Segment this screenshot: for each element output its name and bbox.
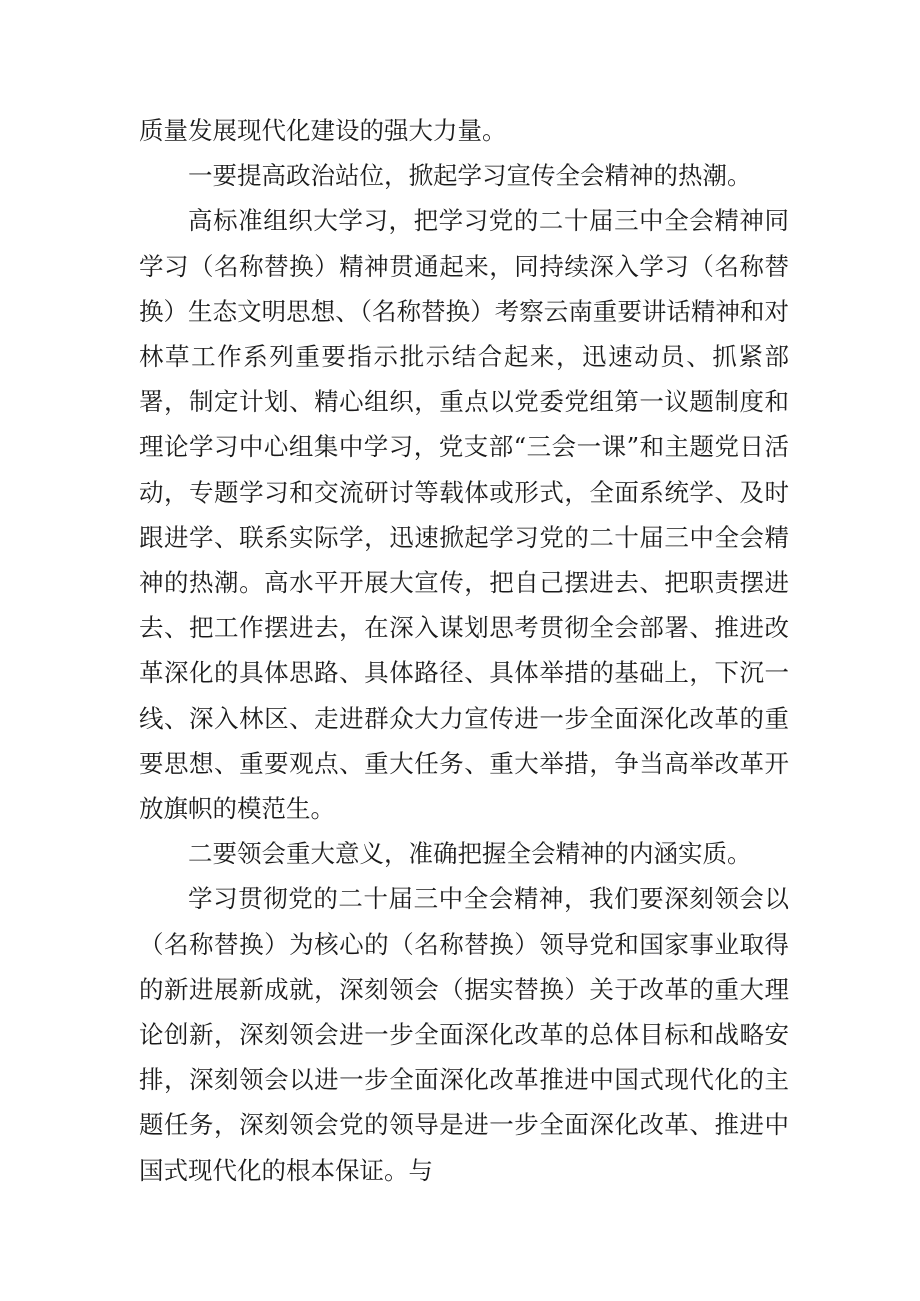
paragraph-heading-one: 一要提高政治站位，掀起学习宣传全会精神的热潮。 [188,161,752,191]
document-body [139,108,789,1193]
paragraph-body-two: 学习贯彻党的二十届三中全会精神，我们要深刻领会以（名称替换）为核心的（名称替换）领导党和国家事业取得的新进展新成就，深刻领会（据实替换）关于改革的重大理论创新，深刻领会进一步全面深化改革的总体目标和战略安排，深刻领会以进一步全面深化改革推进中国式现代化的主题任务，深刻领会党的领导是进一步全面深化改革、推进中国式现代化的根本保证。与 [139,884,789,1185]
paragraph-body-one: 高标准组织大学习，把学习党的二十届三中全会精神同学习（名称替换）精神贯通起来，同持续深入学习（名称替换）生态文明思想、（名称替换）考察云南重要讲话精神和对林草工作系列重要指示批示结合起来，迅速动员、抓紧部署，制定计划、精心组织，重点以党委党组第一议题制度和理论学习中心组集中学习，党支部“三会一课”和主题党日活动，专题学习和交流研讨等载体或形式，全面系统学、及时跟进学、联系实际学，迅速掀起学习党的二十届三中全会精神的热潮。高水平开展大宣传，把自己摆进去、把职责摆进去、把工作摆进去，在深入谋划思考贯彻全会部署、推进改革深化的具体思路、具体路径、具体举措的基础上，下沉一线、深入林区、走进群众大力宣传进一步全面深化改革的重要思想、重要观点、重大任务、重大举措，争当高举改革开放旗帜的模范生。 [139,206,789,824]
paragraph-continuation: 质量发展现代化建设的强大力量。 [139,116,507,145]
paragraph-heading-two: 二要领会重大意义，准确把握全会精神的内涵实质。 [188,839,752,869]
